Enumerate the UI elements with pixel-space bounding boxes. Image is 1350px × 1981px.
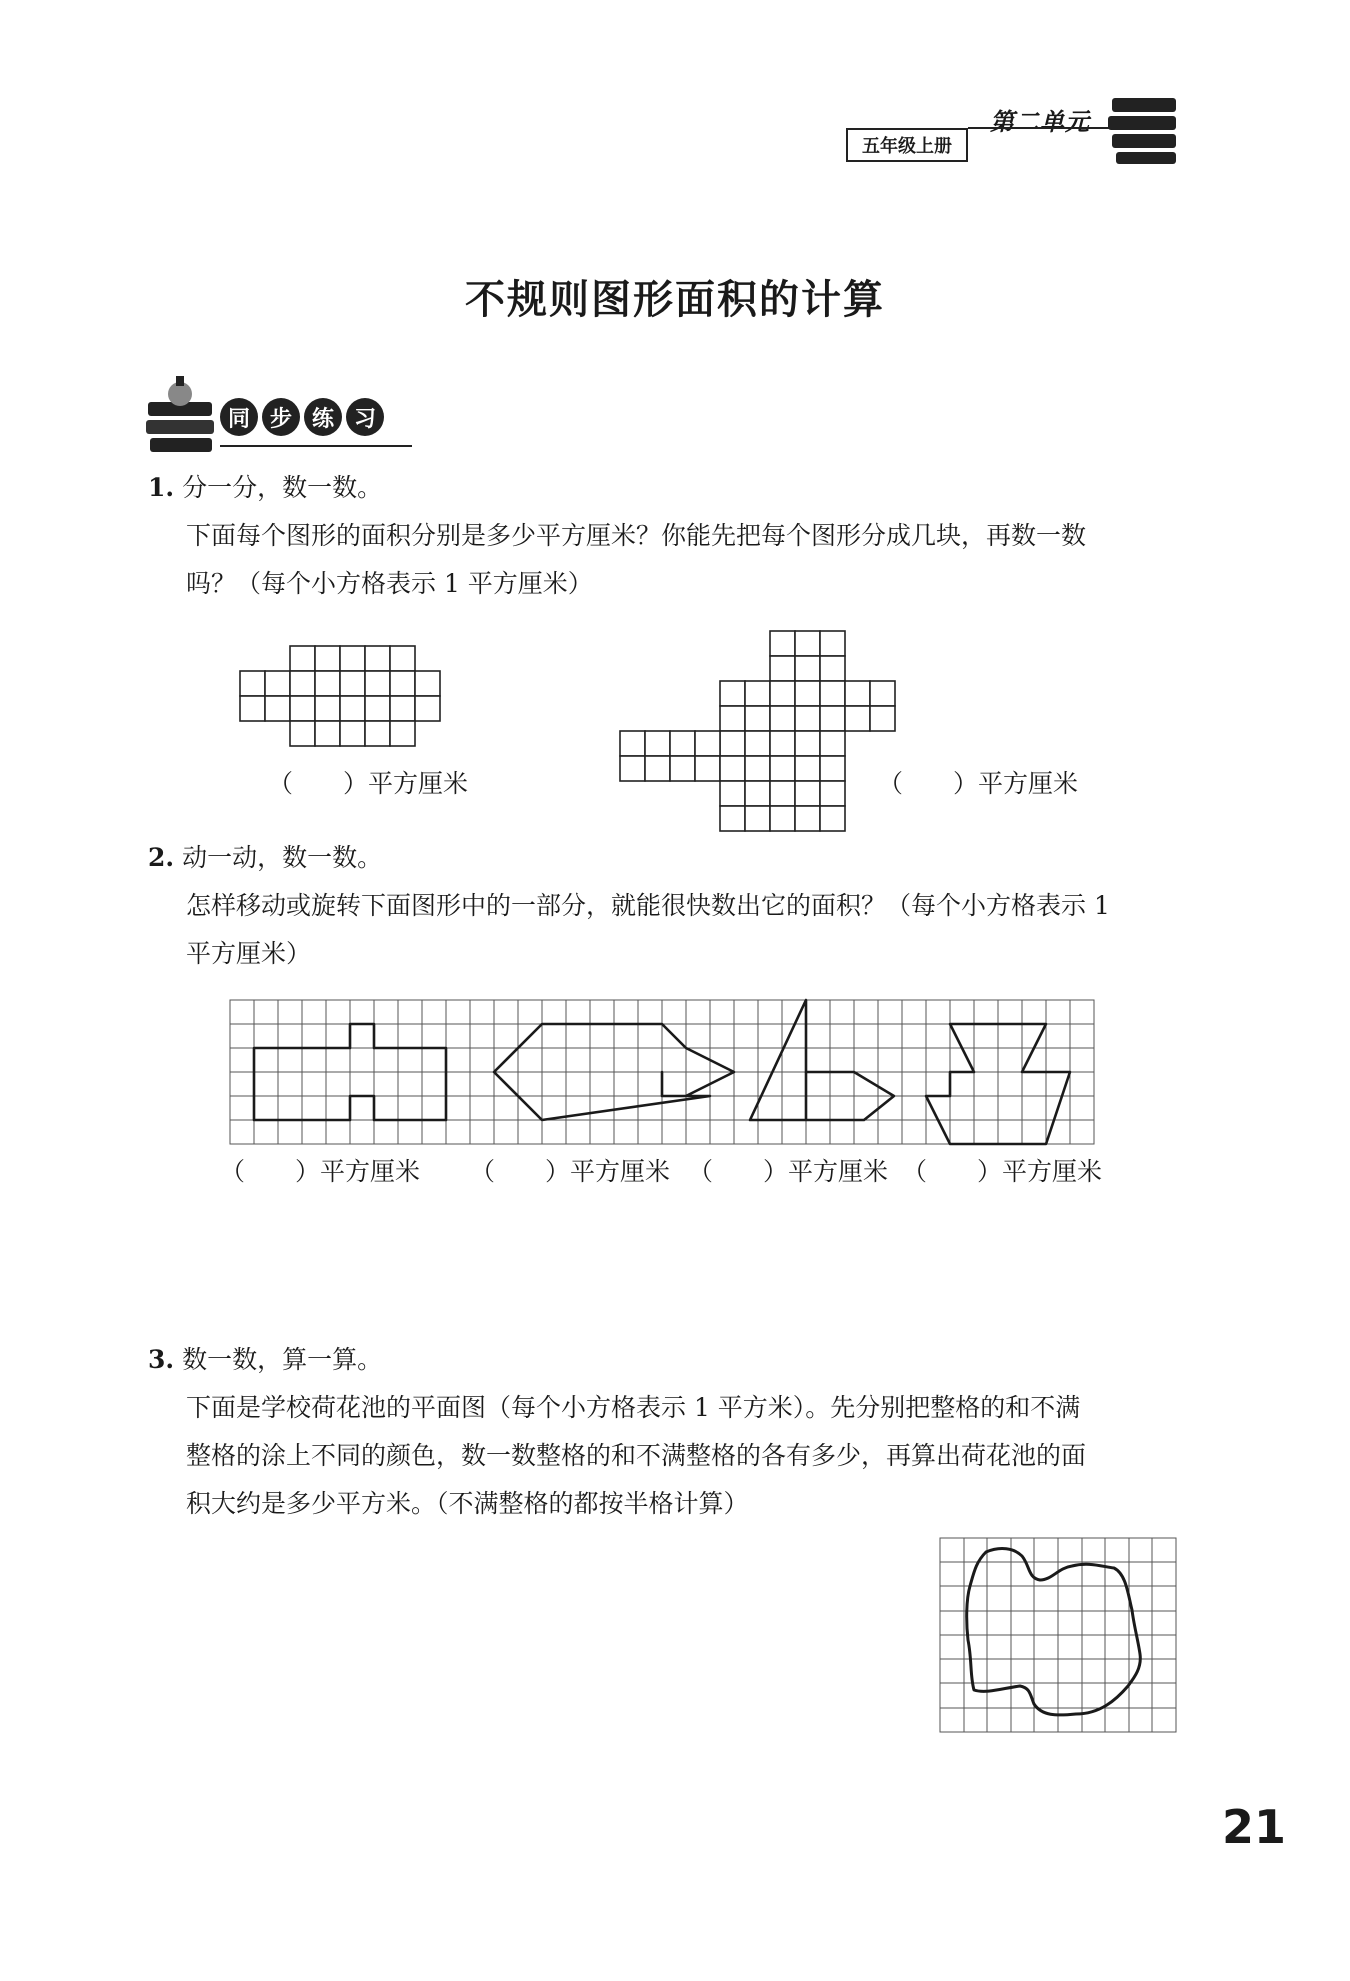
q1-answer-1[interactable]: （ ）平方厘米 xyxy=(268,769,469,798)
q2-number: 2. xyxy=(148,843,175,872)
page-title: 不规则图形面积的计算 xyxy=(465,276,885,323)
q1-figure-2 xyxy=(620,631,895,831)
q1-figure-1 xyxy=(240,646,440,746)
q3-heading-text: 数一数，算一算。 xyxy=(182,1345,383,1374)
q3-body-line3: 积大约是多少平方米。（不满整格的都按半格计算） xyxy=(186,1489,749,1518)
q3-body-line1: 下面是学校荷花池的平面图（每个小方格表示 1 平方米）。先分别把整格的和不满 xyxy=(186,1393,1081,1422)
section-book-icon xyxy=(146,376,214,452)
badge-char: 同 xyxy=(220,398,258,436)
q2-body-line2: 平方厘米） xyxy=(186,939,312,968)
q2-answer-1[interactable]: （ ）平方厘米 xyxy=(220,1157,421,1186)
q2-answer-2[interactable]: （ ）平方厘米 xyxy=(470,1157,671,1186)
unit-label: 第二单元 xyxy=(990,108,1090,136)
q1-heading-text: 分一分，数一数。 xyxy=(182,473,383,502)
badge-char: 练 xyxy=(304,398,342,436)
grade-label: 五年级上册 xyxy=(846,128,968,162)
q2-body-line1: 怎样移动或旋转下面图形中的一部分，就能很快数出它的面积？（每个小方格表示 1 xyxy=(186,891,1110,920)
q2-answer-4[interactable]: （ ）平方厘米 xyxy=(902,1157,1103,1186)
q2-heading-text: 动一动，数一数。 xyxy=(182,843,383,872)
q2-answer-3[interactable]: （ ）平方厘米 xyxy=(688,1157,889,1186)
page-number: 21 xyxy=(1222,1800,1287,1854)
q1-body-line2: 吗？（每个小方格表示 1 平方厘米） xyxy=(186,569,593,598)
badge-char: 习 xyxy=(346,398,384,436)
badge-char: 步 xyxy=(262,398,300,436)
q1-number: 1. xyxy=(148,473,175,502)
q3-number: 3. xyxy=(148,1345,175,1374)
q3-body-line2: 整格的涂上不同的颜色，数一数整格的和不满整格的各有多少，再算出荷花池的面 xyxy=(186,1441,1087,1470)
q1-answer-2[interactable]: （ ）平方厘米 xyxy=(878,769,1079,798)
book-stack-icon xyxy=(1108,98,1176,164)
q1-body-line1: 下面每个图形的面积分别是多少平方厘米？你能先把每个图形分成几块，再数一数 xyxy=(186,521,1087,550)
